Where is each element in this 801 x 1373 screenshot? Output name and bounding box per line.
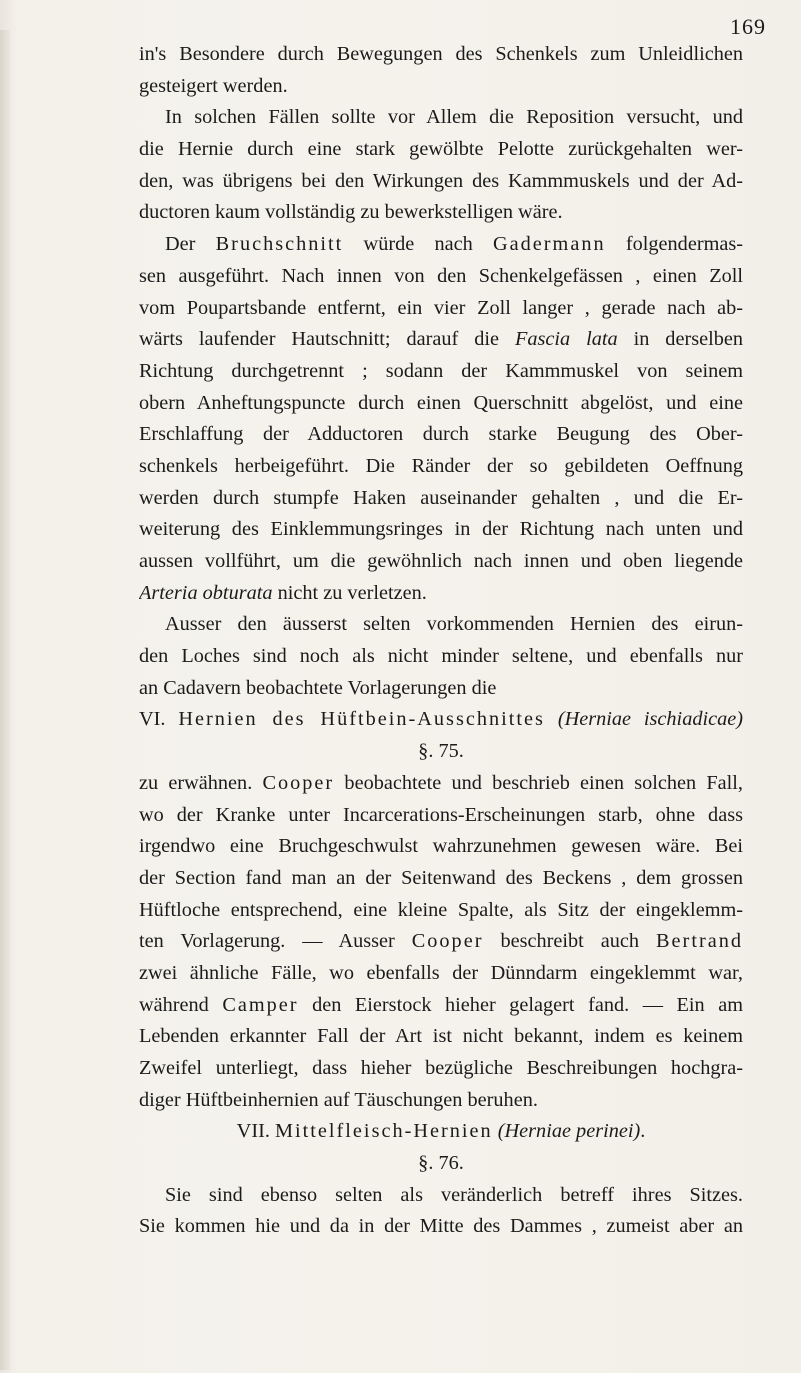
text-segment: . [640,1120,646,1143]
text-segment: wo der Kranke unter Incarcerations-Erscheinungen starb, ohne dass [139,803,743,826]
text-line [139,261,743,293]
text-segment: obern Anheftungspuncte durch einen Querschnitt abgelöst, und eine [139,391,743,414]
text-line [139,578,743,610]
text-segment [545,708,558,730]
text-line [139,451,743,483]
text-line [139,1211,743,1243]
text-line [139,958,743,990]
text-segment: vom Poupartsbande entfernt, ein vier Zoll langer , gerade nach ab- [139,296,743,319]
text-segment: Erschlaffung der Adductoren durch starke Beugung des Ober- [139,423,743,446]
text-segment: schenkels herbeigeführt. Die Ränder der so gebildeten Oeffnung [139,454,743,477]
text-segment: §. 75. [418,740,464,763]
text-segment: die Hernie durch eine stark gewölbte Pelotte zurückgehalten wer- [139,138,743,161]
text-segment: ten Vorlagerung. — Ausser [139,930,412,953]
text-segment: VII. [236,1120,275,1143]
text-segment: §. 76. [418,1152,464,1175]
text-line [139,197,743,229]
text-segment: zu erwähnen. [139,771,263,794]
text-segment: In solchen Fällen sollte vor Allem die Reposition versucht, und [165,106,743,129]
text-segment: Zweifel unterliegt, dass hieher bezügliche Beschreibungen hochgra- [139,1057,743,1079]
text-line [139,419,743,451]
text-segment: Hüftloche entsprechend, eine kleine Spalte, als Sitz der eingeklemm- [139,898,743,921]
text-segment: Sie sind ebenso selten als veränderlich betreff ihres Sitzes. [165,1183,743,1206]
text-segment: aussen vollführt, um die gewöhnlich nach innen und oben liegende [139,550,743,572]
text-segment: irgendwo eine Bruchgeschwulst wahrzunehmen gewesen wäre. Bei [139,835,743,858]
text-line [139,641,743,673]
text-line [139,736,743,768]
text-line [139,1085,743,1117]
text-segment: gesteigert werden. [139,74,288,97]
text-line [139,1053,743,1085]
text-line [139,895,743,927]
text-line [139,926,743,958]
text-line [139,483,743,515]
text-line [139,102,743,134]
text-segment: wärts laufender Hautschnitt; darauf die [139,328,515,351]
text-segment: weiterung des Einklemmungsringes in der Richtung nach unten und [139,518,743,541]
text-segment: Lebenden erkannter Fall der Art ist nicht bekannt, indem es keinem [139,1025,743,1048]
text-line [139,1116,743,1148]
text-line [139,388,743,420]
text-segment: würde nach [343,233,494,256]
text-line [139,134,743,166]
spaced-name: Cooper [411,930,484,953]
text-segment: VI. [139,708,179,731]
text-segment: Sie kommen hie und da in der Mitte des Dammes , zumeist aber an [139,1215,743,1238]
text-segment: den Eierstock hieher gelagert fand. — Ein am [298,993,743,1016]
text-segment: den Loches sind noch als nicht minder seltene, und ebenfalls nur [139,645,743,668]
text-line [139,831,743,863]
spaced-name: Mittelfleisch-Hernien [274,1120,493,1143]
text-line [139,71,743,103]
text-line [139,39,743,71]
text-line [139,514,743,546]
text-line [139,704,743,736]
text-line [139,356,743,388]
text-line [139,293,743,325]
text-line [139,673,743,705]
text-segment: zwei ähnliche Fälle, wo ebenfalls der Dünndarm eingeklemmt war, [139,961,743,984]
text-segment: Ausser den äusserst selten vorkommenden Hernien des eirun- [165,613,743,636]
text-segment: folgendermas- [605,233,743,256]
text-line [139,1180,743,1212]
italic-term: Fascia lata [514,328,618,351]
text-segment: der Section fand man an der Seitenwand des Beckens , dem grossen [139,866,743,889]
text-line [139,229,743,261]
text-line [139,800,743,832]
text-line [139,863,743,895]
text-segment: den, was übrigens bei den Wirkungen des Kammmuskels und der Ad- [139,169,743,192]
spaced-name: Bertrand [656,930,743,953]
text-segment: an Cadavern beobachtete Vorlagerungen die [139,676,497,699]
body-text [139,39,743,1243]
text-segment: während [139,993,223,1016]
text-line [139,1021,743,1053]
text-segment: beobachtete und beschrieb einen solchen Fall, [334,771,743,794]
text-line [139,1148,743,1180]
text-line [139,609,743,641]
text-segment: werden durch stumpfe Haken auseinander gehalten , und die Er- [139,486,743,509]
text-line [139,768,743,800]
italic-term: (Herniae ischiadicae) [557,708,743,731]
spaced-name: Camper [222,993,299,1016]
text-line [139,324,743,356]
spaced-name: Bruchschnitt [215,233,344,256]
spaced-name: Gadermann [493,233,606,256]
text-segment: sen ausgeführt. Nach innen von den Schenkelgefässen , einen Zoll [139,264,743,287]
text-segment: beschreibt auch [483,930,657,953]
text-line [139,546,743,578]
text-segment: diger Hüftbeinhernien auf Täuschungen beruhen. [139,1088,538,1111]
text-segment: Richtung durchgetrennt ; sodann der Kammmuskel von seinem [139,359,743,382]
text-line [139,990,743,1022]
text-segment: in derselben [617,328,743,351]
text-line [139,166,743,198]
text-segment: nicht zu verletzen. [272,581,427,604]
page-binding-shadow [0,30,10,1370]
text-segment: in's Besondere durch Bewegungen des Schenkels zum Unleidlichen [139,43,743,65]
text-segment: ductoren kaum vollständig zu bewerkstelligen wäre. [139,201,563,224]
text-segment: Der [165,233,216,256]
spaced-name: Hernien des Hüftbein-Ausschnittes [178,708,545,731]
spaced-name: Cooper [262,771,335,794]
italic-term: (Herniae perinei) [497,1120,641,1143]
italic-term: Arteria obturata [139,581,273,604]
page-number: 169 [730,14,766,39]
